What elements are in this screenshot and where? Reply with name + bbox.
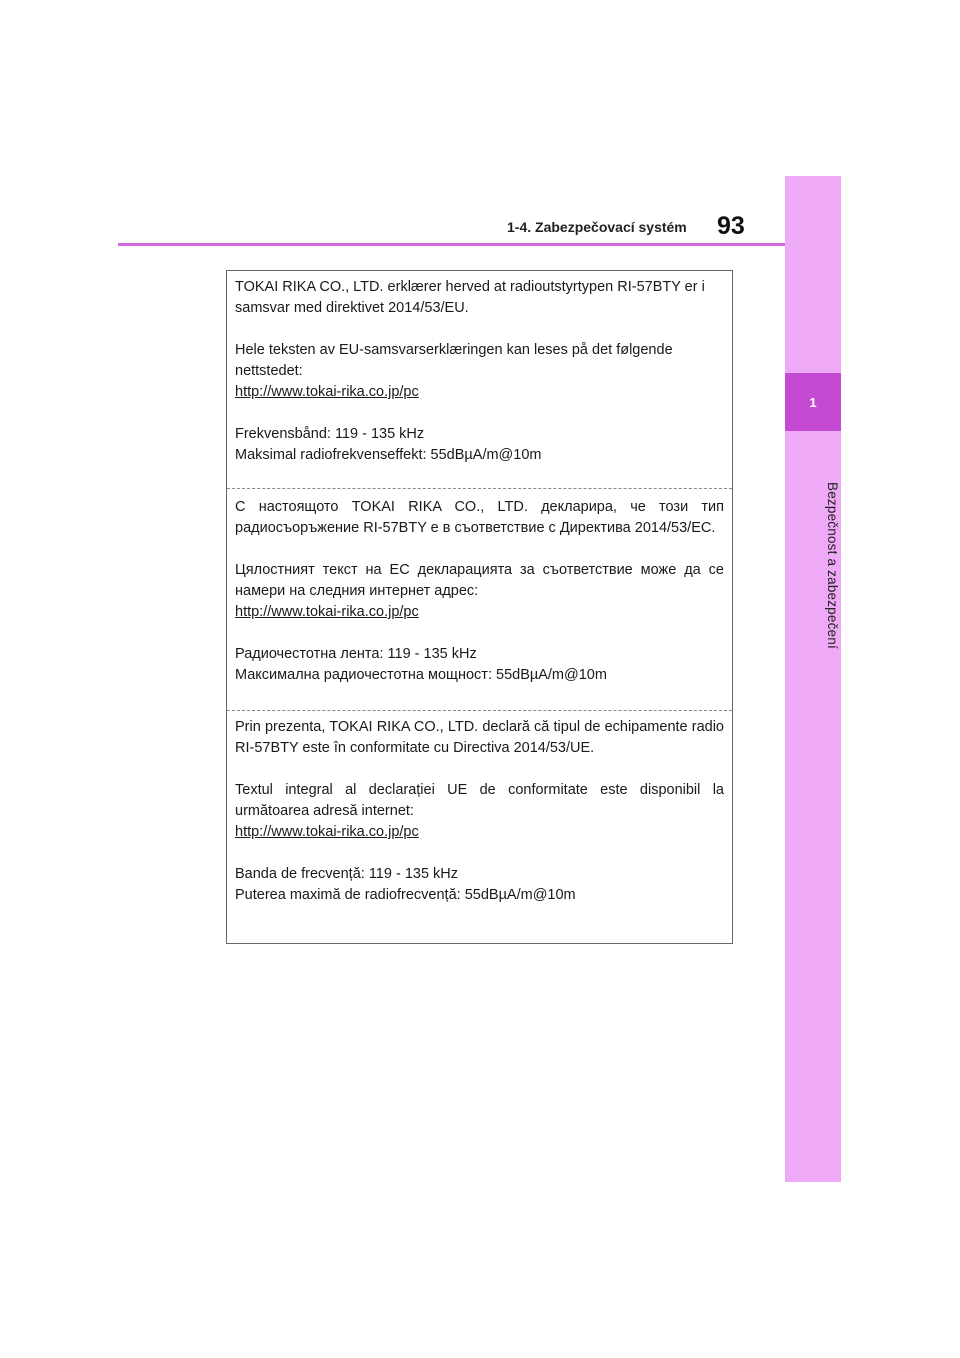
frequency-band: Радиочестотна лента: 119 - 135 kHz	[235, 646, 477, 662]
page-number: 93	[717, 212, 745, 240]
declaration-bulgarian	[227, 489, 732, 711]
declaration-statement: TOKAI RIKA CO., LTD. erklærer herved at radioutstyrtypen RI-57BTY er i samsvar med direktivet 2014/53/EU.	[235, 279, 705, 316]
declaration-link[interactable]: http://www.tokai-rika.co.jp/pc	[235, 824, 419, 840]
chapter-number-tab[interactable]	[785, 373, 841, 431]
header-rule	[118, 243, 785, 246]
max-power: Maksimal radiofrekvenseffekt: 55dBµA/m@10m	[235, 447, 542, 463]
declaration-romanian	[227, 711, 732, 943]
declaration-availability: Textul integral al declarației UE de conformitate este disponibil la următoarea adresă internet:	[235, 782, 724, 819]
declaration-statement: Prin prezenta, TOKAI RIKA CO., LTD. declară că tipul de echipamente radio RI-57BTY este în conformitate cu Directiva 2014/53/UE.	[235, 719, 724, 756]
declaration-norwegian	[227, 277, 732, 489]
chapter-title: Bezpečnost a zabezpečení	[825, 481, 840, 649]
declaration-box	[226, 270, 733, 944]
declaration-availability: Hele teksten av EU-samsvarserklæringen kan leses på det følgende nettstedet:	[235, 342, 673, 379]
chapter-number: 1	[809, 394, 817, 410]
max-power: Максимална радиочестотна мощност: 55dBµA/m@10m	[235, 667, 607, 683]
max-power: Puterea maximă de radiofrecvență: 55dBµA/m@10m	[235, 887, 576, 903]
frequency-band: Banda de frecvență: 119 - 135 kHz	[235, 866, 459, 882]
declaration-link[interactable]: http://www.tokai-rika.co.jp/pc	[235, 384, 419, 400]
declaration-link[interactable]: http://www.tokai-rika.co.jp/pc	[235, 604, 419, 620]
section-title: 1-4. Zabezpečovací systém	[507, 219, 687, 235]
declaration-statement: С настоящото TOKAI RIKA CO., LTD. декларира, че този тип радиосъоръжение RI-57BTY е в съответствие с Директива 2014/53/ЕС.	[235, 499, 724, 536]
declaration-availability: Цялостният текст на ЕС декларацията за съответствие може да се намери на следния интернет адрес:	[235, 562, 724, 599]
frequency-band: Frekvensbånd: 119 - 135 kHz	[235, 426, 425, 442]
